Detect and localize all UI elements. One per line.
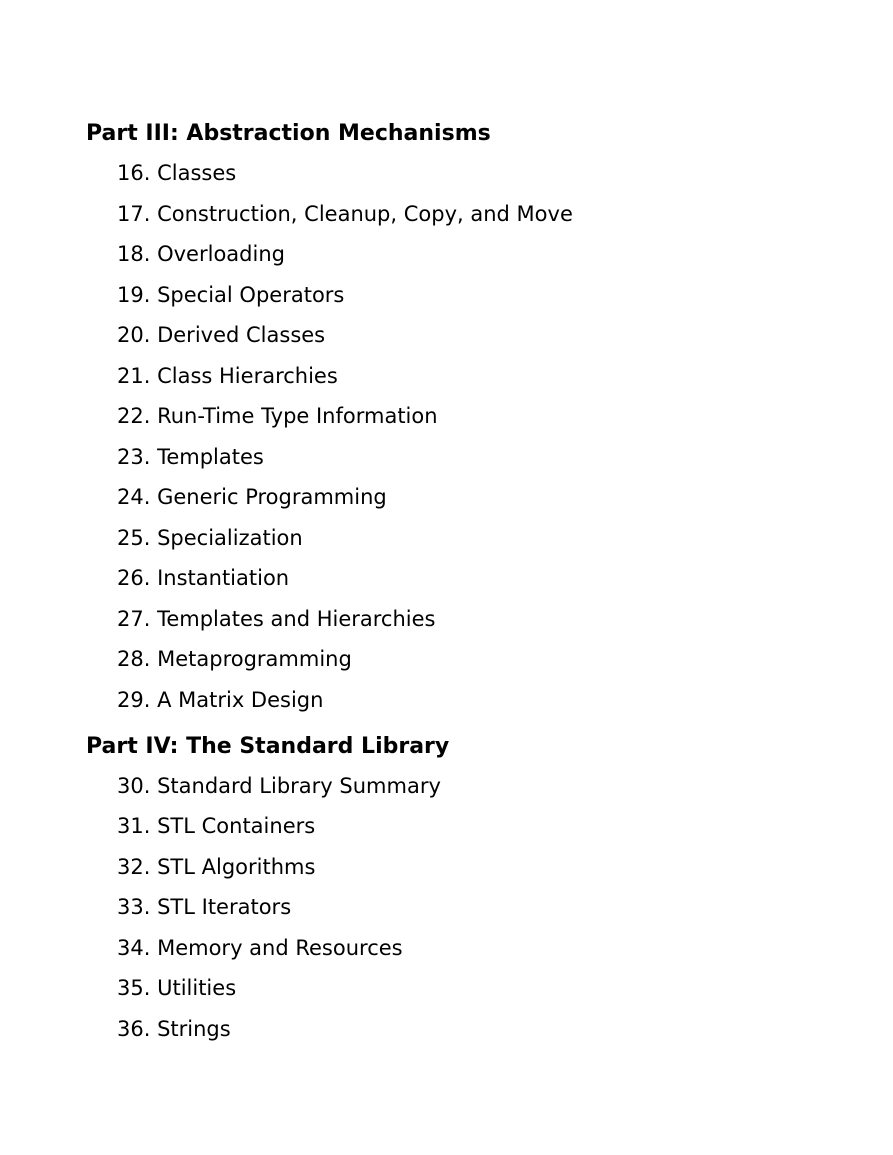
chapter-number: 20. — [117, 323, 151, 347]
chapter-number: 36. — [117, 1016, 151, 1041]
chapter-item — [117, 851, 573, 884]
chapter-number: 30. — [117, 773, 151, 798]
chapter-item — [117, 400, 573, 433]
chapter-number: 31. — [117, 814, 151, 838]
chapter-number: 24. — [117, 485, 151, 509]
chapter-number: 32. — [117, 854, 151, 879]
chapter-title: Templates — [157, 444, 264, 469]
chapter-number: 29. — [117, 687, 151, 712]
chapter-number: 16. — [117, 161, 151, 185]
chapter-number: 23. — [117, 444, 151, 469]
chapter-item — [117, 891, 573, 924]
chapter-number: 25. — [117, 525, 151, 550]
chapter-item — [117, 972, 573, 1005]
chapter-title: Special Operators — [157, 282, 345, 307]
chapter-title: Utilities — [157, 976, 237, 1000]
chapter-title: Standard Library Summary — [157, 773, 441, 798]
chapter-number: 33. — [117, 895, 151, 919]
chapter-item — [117, 481, 573, 514]
chapter-item — [117, 603, 573, 636]
chapter-item — [117, 1013, 573, 1046]
chapter-title: STL Containers — [157, 814, 316, 838]
chapter-title: Derived Classes — [157, 323, 326, 347]
chapter-title: Construction, Cleanup, Copy, and Move — [157, 201, 573, 226]
chapter-item — [117, 238, 573, 271]
chapter-title: Metaprogramming — [157, 647, 352, 671]
chapter-list — [86, 770, 573, 1046]
chapter-title: Memory and Resources — [157, 935, 403, 960]
chapter-item — [117, 157, 573, 190]
chapter-title: Run-Time Type Information — [157, 404, 438, 428]
chapter-number: 19. — [117, 282, 151, 307]
chapter-item — [117, 684, 573, 717]
part-iii-section — [86, 117, 573, 717]
chapter-number: 26. — [117, 566, 151, 590]
chapter-title: Templates and Hierarchies — [157, 606, 436, 631]
table-of-contents — [86, 117, 573, 1046]
chapter-number: 22. — [117, 404, 151, 428]
chapter-title: Strings — [157, 1016, 231, 1041]
part-title: Part IV: The Standard Library — [86, 733, 450, 759]
chapter-number: 35. — [117, 976, 151, 1000]
chapter-item — [117, 562, 573, 595]
chapter-item — [117, 319, 573, 352]
chapter-item — [117, 198, 573, 231]
chapter-title: STL Algorithms — [157, 854, 316, 879]
chapter-number: 34. — [117, 935, 151, 960]
chapter-item — [117, 279, 573, 312]
chapter-title: Specialization — [157, 525, 303, 550]
chapter-item — [117, 522, 573, 555]
chapter-list — [86, 157, 573, 717]
chapter-title: STL Iterators — [157, 895, 292, 919]
chapter-number: 17. — [117, 201, 151, 226]
chapter-number: 21. — [117, 363, 151, 388]
chapter-number: 27. — [117, 606, 151, 631]
chapter-number: 18. — [117, 242, 151, 266]
chapter-item — [117, 441, 573, 474]
chapter-item — [117, 932, 573, 965]
chapter-title: Classes — [157, 161, 237, 185]
chapter-item — [117, 810, 573, 843]
chapter-item — [117, 360, 573, 393]
chapter-number: 28. — [117, 647, 151, 671]
chapter-item — [117, 770, 573, 803]
chapter-title: Class Hierarchies — [157, 363, 338, 388]
chapter-title: Generic Programming — [157, 485, 387, 509]
chapter-title: Instantiation — [157, 566, 290, 590]
chapter-item — [117, 643, 573, 676]
part-title: Part III: Abstraction Mechanisms — [86, 121, 491, 146]
part-iv-section — [86, 730, 573, 1046]
chapter-title: Overloading — [157, 242, 285, 266]
chapter-title: A Matrix Design — [157, 687, 324, 712]
